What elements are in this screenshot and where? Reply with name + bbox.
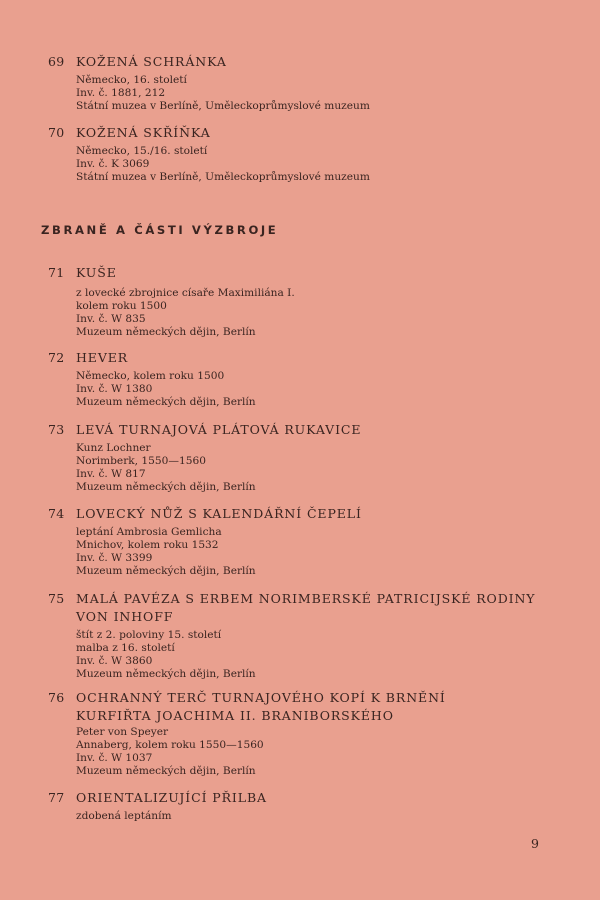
entry-title: HEVER xyxy=(76,350,129,365)
entry-detail-line: Annaberg, kolem roku 1550—1560 xyxy=(76,738,264,751)
entry-detail-line: Muzeum německých dějin, Berlín xyxy=(76,395,256,408)
entry-detail-line: Muzeum německých dějin, Berlín xyxy=(76,564,256,577)
entry-detail-line: Německo, 16. století xyxy=(76,74,187,86)
entry-detail-line: Peter von Speyer xyxy=(76,726,169,738)
entry-detail-line: Státní muzea v Berlíně, Uměleckoprůmyslové muzeum xyxy=(76,170,370,183)
entry-details xyxy=(76,526,256,578)
entry-detail-line: Inv. č. 1881, 212 xyxy=(76,86,166,99)
entry-number: 73 xyxy=(48,422,65,437)
entry-number: 69 xyxy=(48,54,65,69)
entry-detail-line: Inv. č. W 3860 xyxy=(76,654,153,667)
entry-title: KOŽENÁ SCHRÁNKA xyxy=(76,54,227,69)
entry-details xyxy=(76,442,256,494)
entry-title: ORIENTALIZUJÍCÍ PŘILBA xyxy=(76,790,267,805)
entry-detail-line: Norimberk, 1550—1560 xyxy=(76,454,206,467)
page-number: 9 xyxy=(531,836,539,851)
entry-details xyxy=(76,287,295,339)
entry-detail-line: Německo, kolem roku 1500 xyxy=(76,370,225,382)
entry-detail-line: Inv. č. W 3399 xyxy=(76,551,153,564)
entry-detail-line: Muzeum německých dějin, Berlín xyxy=(76,764,256,777)
entry-title-continued: VON INHOFF xyxy=(76,609,174,624)
entry-details xyxy=(76,810,172,823)
entry-detail-line: z lovecké zbrojnice císaře Maximiliána I. xyxy=(76,287,295,299)
entry-detail-line: kolem roku 1500 xyxy=(76,299,167,312)
entry-details xyxy=(76,629,256,681)
entry-detail-line: Muzeum německých dějin, Berlín xyxy=(76,480,256,493)
entry-detail-line: malba z 16. století xyxy=(76,641,175,654)
entry-number: 77 xyxy=(48,790,65,805)
entry-detail-line: Inv. č. K 3069 xyxy=(76,157,150,170)
entry-details xyxy=(76,370,256,409)
entry-detail-line: Německo, 15./16. století xyxy=(76,145,208,157)
entry-number: 70 xyxy=(48,125,65,140)
entry-details xyxy=(76,145,370,184)
entry-title-continued: KURFIŘTA JOACHIMA II. BRANIBORSKÉHO xyxy=(76,708,394,723)
entry-detail-line: Státní muzea v Berlíně, Uměleckoprůmyslové muzeum xyxy=(76,99,370,112)
entry-detail-line: Muzeum německých dějin, Berlín xyxy=(76,325,256,338)
entry-title: MALÁ PAVÉZA S ERBEM NORIMBERSKÉ PATRICIJSKÉ RODINY xyxy=(76,591,536,606)
entry-detail-line: leptání Ambrosia Gemlicha xyxy=(76,526,222,538)
entry-detail-line: Inv. č. W 817 xyxy=(76,467,146,480)
entry-title: KOŽENÁ SKŘÍŇKA xyxy=(76,125,211,140)
entry-detail-line: Inv. č. W 835 xyxy=(76,312,146,325)
entry-details xyxy=(76,726,264,778)
entry-number: 74 xyxy=(48,506,65,521)
entry-number: 72 xyxy=(48,350,65,365)
entry-title: KUŠE xyxy=(76,265,117,280)
entry-number: 76 xyxy=(48,690,65,705)
entry-number: 75 xyxy=(48,591,65,606)
section-heading: ZBRANĚ A ČÁSTI VÝZBROJE xyxy=(41,223,279,237)
entry-number: 71 xyxy=(48,265,65,280)
entry-detail-line: Muzeum německých dějin, Berlín xyxy=(76,667,256,680)
entry-detail-line: Kunz Lochner xyxy=(76,442,151,454)
entry-details xyxy=(76,74,370,113)
entry-detail-line: štít z 2. poloviny 15. století xyxy=(76,629,222,641)
entry-title: LEVÁ TURNAJOVÁ PLÁTOVÁ RUKAVICE xyxy=(76,422,362,437)
entry-title: OCHRANNÝ TERČ TURNAJOVÉHO KOPÍ K BRNĚNÍ xyxy=(76,690,446,705)
entry-detail-line: Inv. č. W 1380 xyxy=(76,382,153,395)
entry-title: LOVECKÝ NŮŽ S KALENDÁŘNÍ ČEPELÍ xyxy=(76,506,362,521)
entry-detail-line: Mnichov, kolem roku 1532 xyxy=(76,538,219,551)
entry-detail-line: Inv. č. W 1037 xyxy=(76,751,153,764)
entry-detail-line: zdobená leptáním xyxy=(76,810,172,822)
